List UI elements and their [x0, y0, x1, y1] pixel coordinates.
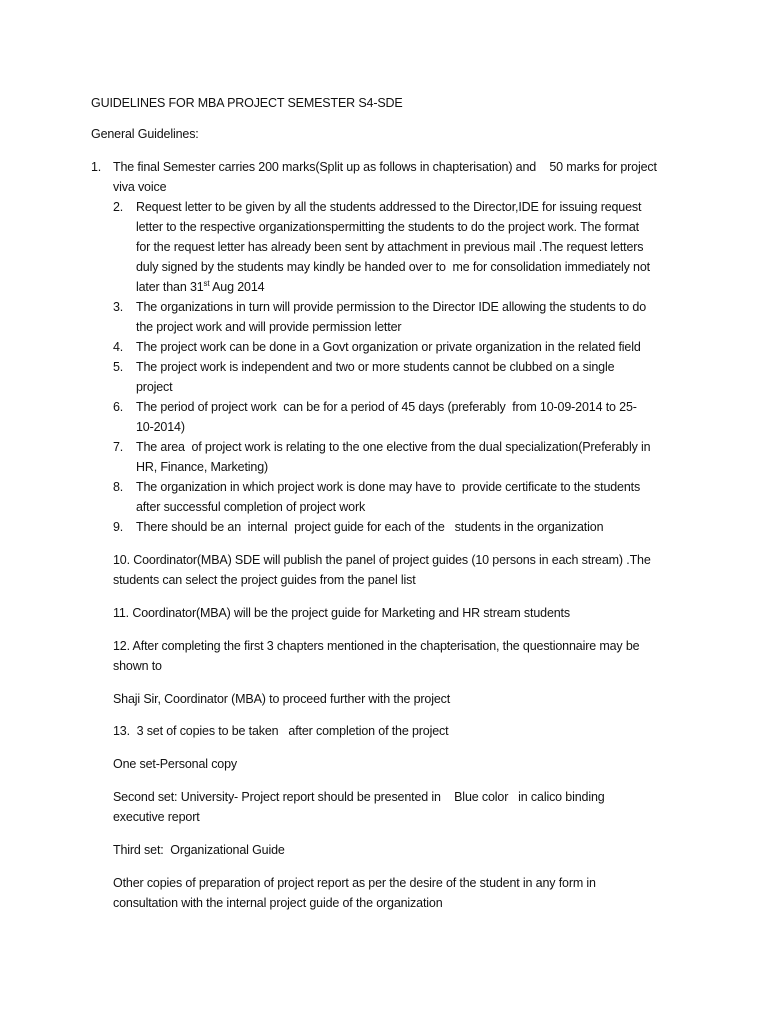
list-item-line: The final Semester carries 200 marks(Split up as follows in chapterisation) and 50 marks for project: [113, 160, 657, 174]
list-item-line: HR, Finance, Marketing): [136, 460, 269, 474]
list-item-line: the project work and will provide permission letter: [136, 320, 402, 334]
list-item-line: later than 31st Aug 2014: [136, 279, 265, 294]
list-item-line: The project work is independent and two or more students cannot be clubbed on a single: [136, 360, 615, 374]
paragraph-line: 10. Coordinator(MBA) SDE will publish the panel of project guides (10 persons in each stream) .The: [113, 553, 651, 567]
list-item-line: The area of project work is relating to the one elective from the dual specialization(Preferably in: [136, 440, 651, 454]
list-item-line: The period of project work can be for a period of 45 days (preferably from 10-09-2014 to 25-: [136, 400, 637, 414]
list-item-line: letter to the respective organizationspermitting the students to do the project work. The format: [136, 220, 640, 234]
paragraph-line: consultation with the internal project guide of the organization: [113, 896, 443, 910]
list-item-line: duly signed by the students may kindly be handed over to me for consolidation immediately not: [136, 260, 650, 274]
list-item-line: after successful completion of project work: [136, 500, 366, 514]
paragraph-line: 13. 3 set of copies to be taken after completion of the project: [113, 724, 449, 738]
section-heading: General Guidelines:: [91, 127, 199, 141]
list-item-line: The organizations in turn will provide permission to the Director IDE allowing the students to do: [136, 300, 647, 314]
list-item-number: 1.: [91, 160, 102, 174]
paragraph-line: 11. Coordinator(MBA) will be the project guide for Marketing and HR stream students: [113, 606, 570, 620]
list-item-line: for the request letter has already been sent by attachment in previous mail .The request letters: [136, 240, 644, 254]
list-item-number: 9.: [113, 520, 124, 534]
list-item-number: 7.: [113, 440, 124, 454]
document-title: GUIDELINES FOR MBA PROJECT SEMESTER S4-SDE: [91, 96, 403, 110]
list-item-number: 6.: [113, 400, 124, 414]
list-item-line: 10-2014): [136, 420, 185, 434]
paragraph-line: Shaji Sir, Coordinator (MBA) to proceed further with the project: [113, 692, 451, 706]
list-item-line: viva voice: [113, 180, 167, 194]
list-item-number: 3.: [113, 300, 124, 314]
list-item-number: 8.: [113, 480, 124, 494]
list-item-number: 5.: [113, 360, 124, 374]
list-item-number: 2.: [113, 200, 124, 214]
paragraph-line: Second set: University- Project report should be presented in Blue color in calico binding: [113, 790, 605, 804]
paragraph-line: executive report: [113, 810, 200, 824]
paragraph-line: 12. After completing the first 3 chapters mentioned in the chapterisation, the questionnaire may be: [113, 639, 640, 653]
paragraph-line: Other copies of preparation of project report as per the desire of the student in any form in: [113, 876, 596, 890]
list-item-number: 4.: [113, 340, 124, 354]
paragraph-line: Third set: Organizational Guide: [113, 843, 285, 857]
list-item-line: Request letter to be given by all the students addressed to the Director,IDE for issuing request: [136, 200, 642, 214]
paragraph-line: One set-Personal copy: [113, 757, 237, 771]
list-item-line: The organization in which project work is done may have to provide certificate to the students: [136, 480, 641, 494]
paragraph-line: students can select the project guides from the panel list: [113, 573, 416, 587]
list-item-line: project: [136, 380, 173, 394]
paragraph-line: shown to: [113, 659, 162, 673]
list-item-line: The project work can be done in a Govt organization or private organization in the related field: [136, 340, 641, 354]
list-item-line: There should be an internal project guide for each of the students in the organization: [136, 520, 604, 534]
